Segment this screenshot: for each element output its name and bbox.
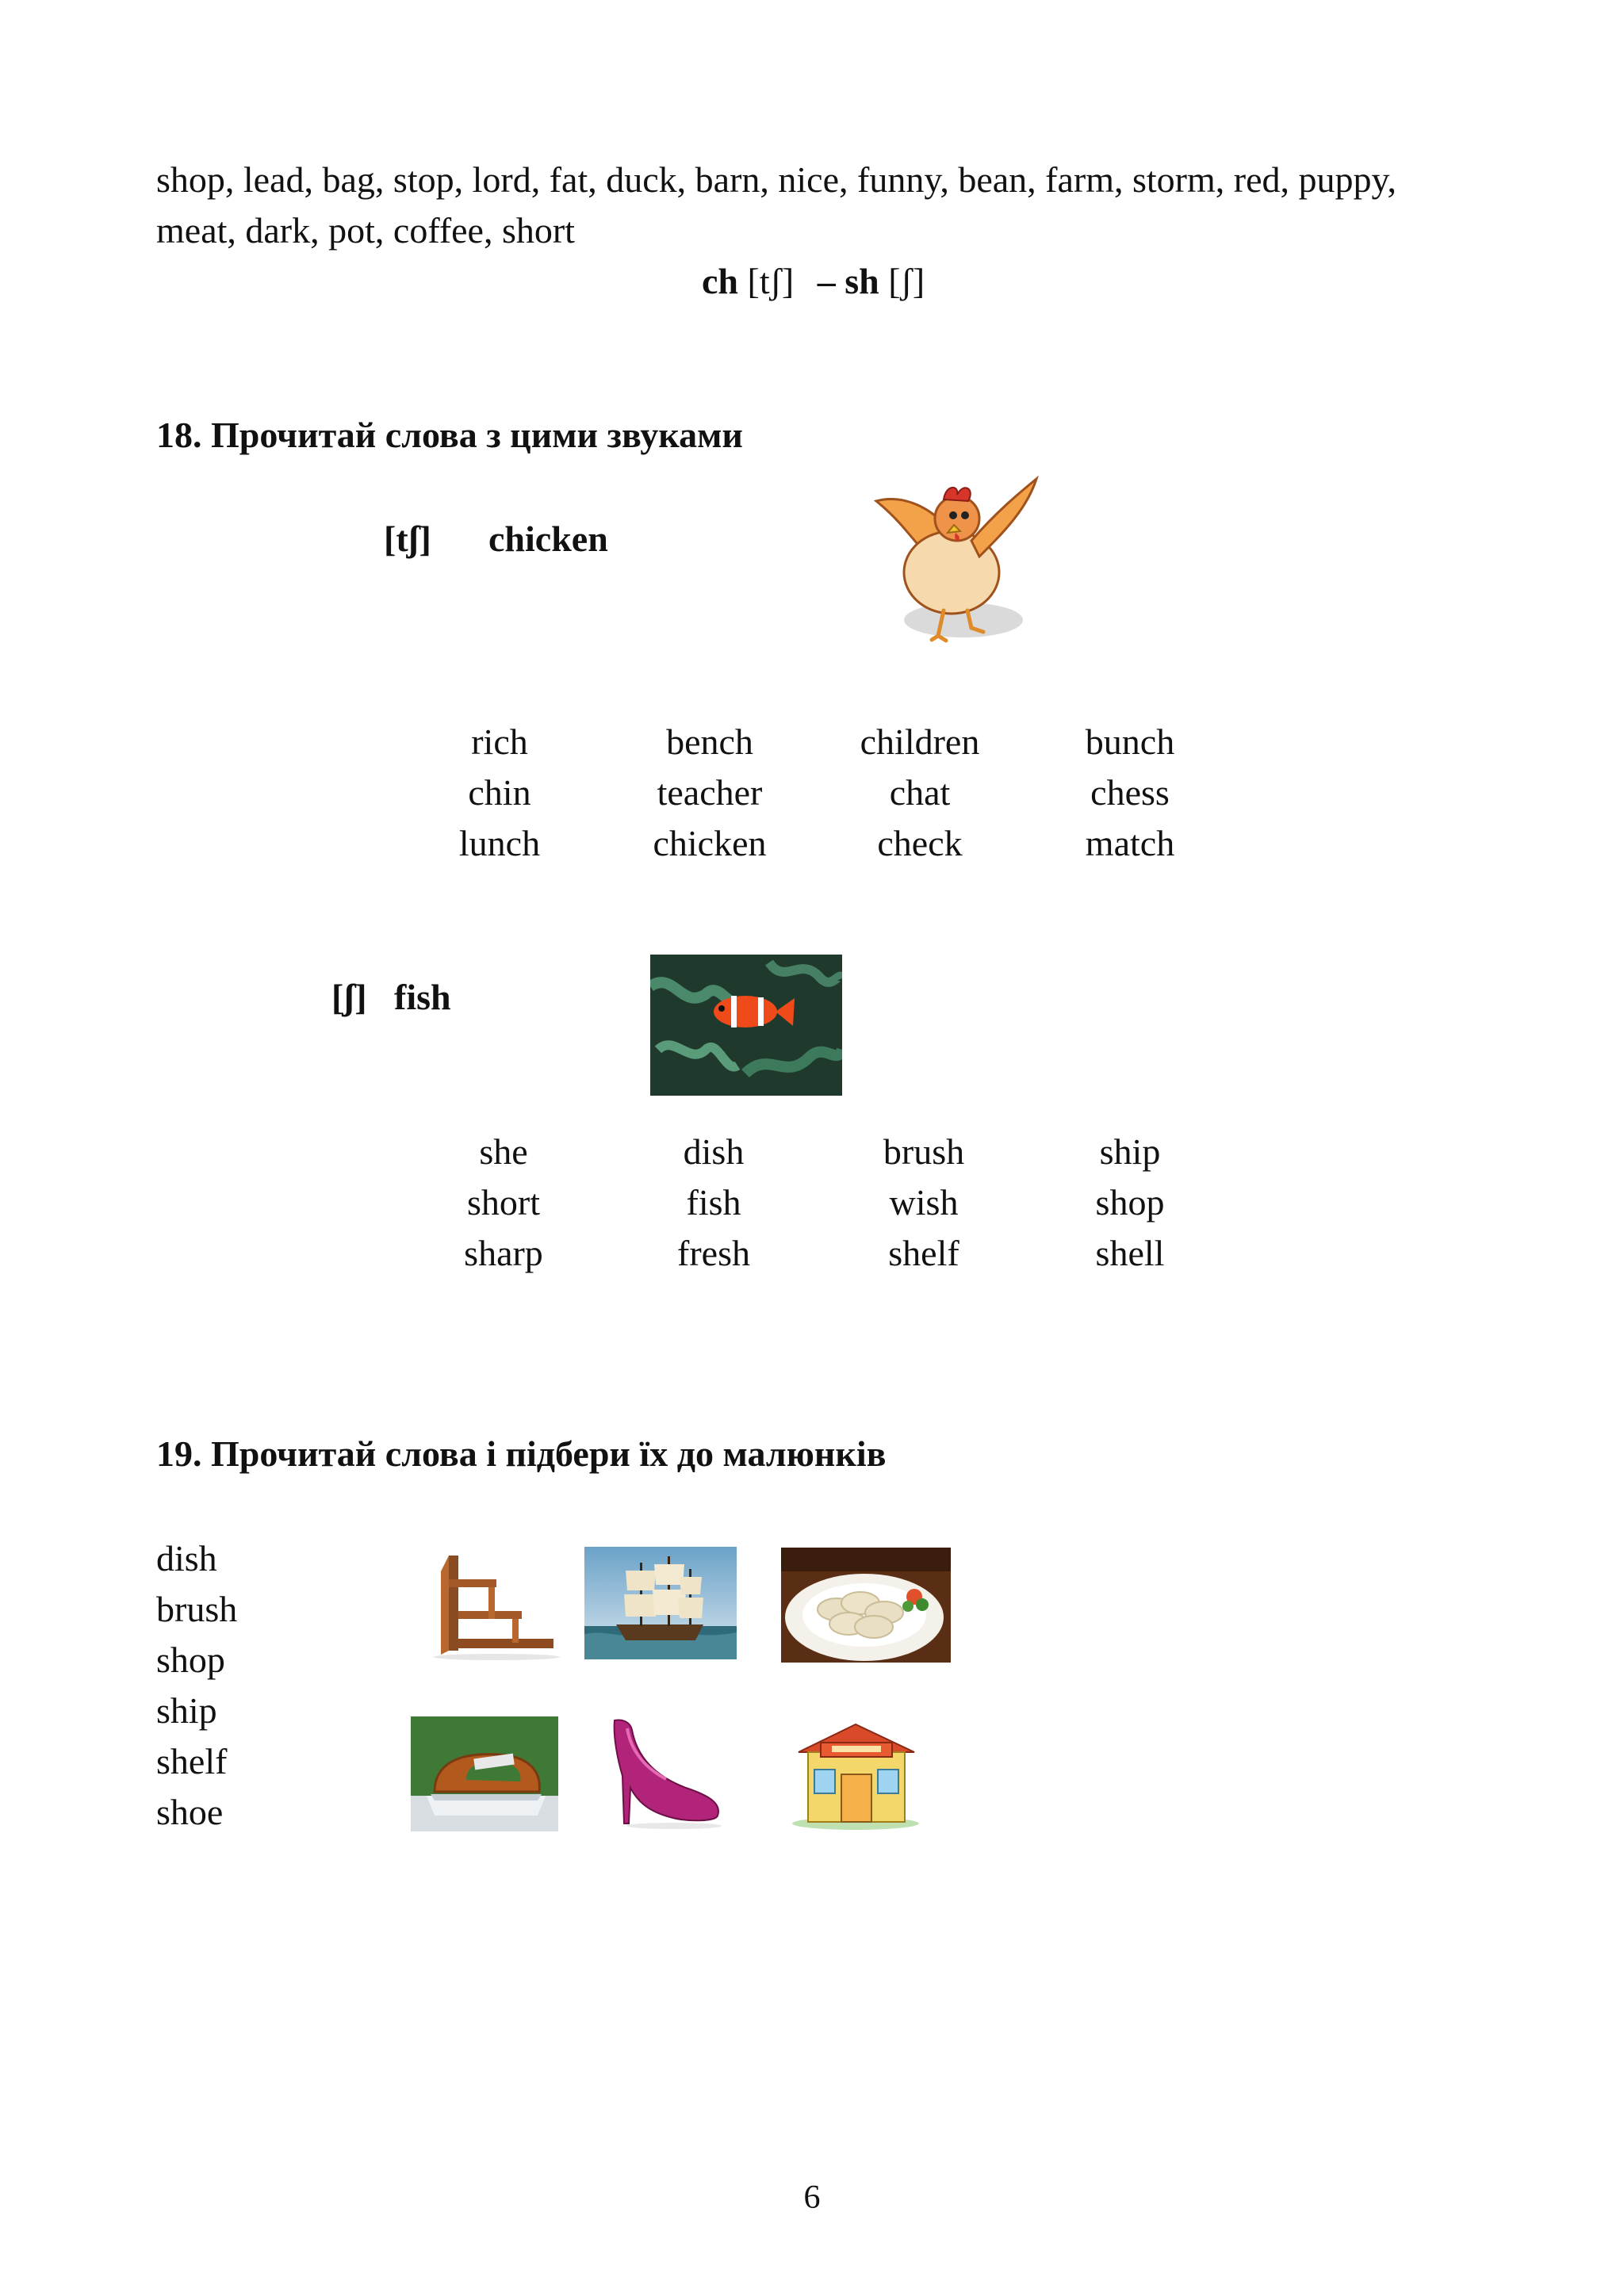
shelf-photo	[409, 1548, 560, 1663]
word: shoe	[156, 1792, 224, 1832]
task19-word-list	[156, 1533, 237, 1838]
ship-photo	[584, 1547, 737, 1659]
ch-words-col-4	[1027, 717, 1233, 869]
word: wish	[889, 1182, 959, 1223]
page-number: 6	[803, 2179, 821, 2216]
brush-photo	[411, 1716, 558, 1831]
word: chin	[468, 772, 531, 813]
word: teacher	[657, 772, 763, 813]
word: match	[1085, 823, 1175, 863]
word: shelf	[156, 1741, 228, 1781]
word: she	[479, 1131, 528, 1172]
sh-ipa: [ʃ]	[888, 261, 925, 301]
word: short	[467, 1182, 540, 1223]
shop-illustration	[783, 1712, 930, 1831]
ch-sound-word: chicken	[488, 519, 608, 559]
sh-label: – sh	[817, 261, 879, 301]
sh-sound-ipa: [ʃ]	[331, 977, 367, 1017]
word: bunch	[1085, 721, 1175, 762]
dish-photo	[781, 1548, 951, 1663]
ch-label: ch	[702, 261, 738, 301]
word: fish	[686, 1182, 741, 1223]
sh-words-col-1	[400, 1127, 607, 1279]
word: chicken	[653, 823, 767, 863]
ch-ipa: [tʃ]	[747, 261, 795, 301]
word: ship	[1099, 1131, 1161, 1172]
word: chat	[889, 772, 951, 813]
word: bench	[666, 721, 753, 762]
word: shop	[1095, 1182, 1165, 1223]
sh-sound-word: fish	[394, 977, 451, 1017]
word: shelf	[888, 1233, 959, 1273]
intro-line-1: shop, lead, bag, stop, lord, fat, duck, barn, nice, funny, bean, farm, storm, red, puppy,	[156, 159, 1397, 200]
ch-words-col-1	[396, 717, 603, 869]
word: chess	[1090, 772, 1170, 813]
word: rich	[471, 721, 528, 762]
chicken-illustration	[860, 469, 1043, 652]
word: sharp	[464, 1233, 543, 1273]
word: dish	[156, 1538, 217, 1578]
sh-words-col-2	[611, 1127, 817, 1279]
intro-line-2: meat, dark, pot, coffee, short	[156, 210, 575, 251]
word: shell	[1095, 1233, 1165, 1273]
word: brush	[883, 1131, 965, 1172]
word: check	[877, 823, 963, 863]
word: lunch	[458, 823, 541, 863]
ch-words-col-3	[817, 717, 1023, 869]
word: brush	[156, 1589, 238, 1629]
sh-words-col-4	[1027, 1127, 1233, 1279]
task19-title: 19. Прочитай слова і підбери їх до малюнків	[156, 1433, 887, 1474]
clownfish-photo	[650, 955, 842, 1096]
word: ship	[156, 1690, 217, 1731]
sound-pair-heading	[702, 256, 925, 307]
word: shop	[156, 1640, 225, 1680]
word: fresh	[677, 1233, 750, 1273]
word: dish	[683, 1131, 745, 1172]
word: children	[860, 721, 980, 762]
ch-words-col-2	[607, 717, 813, 869]
task18-title: 18. Прочитай слова з цими звуками	[156, 415, 743, 455]
sh-words-col-3	[821, 1127, 1027, 1279]
shoe-photo	[599, 1712, 733, 1831]
ch-sound-ipa: [tʃ]	[384, 519, 431, 559]
